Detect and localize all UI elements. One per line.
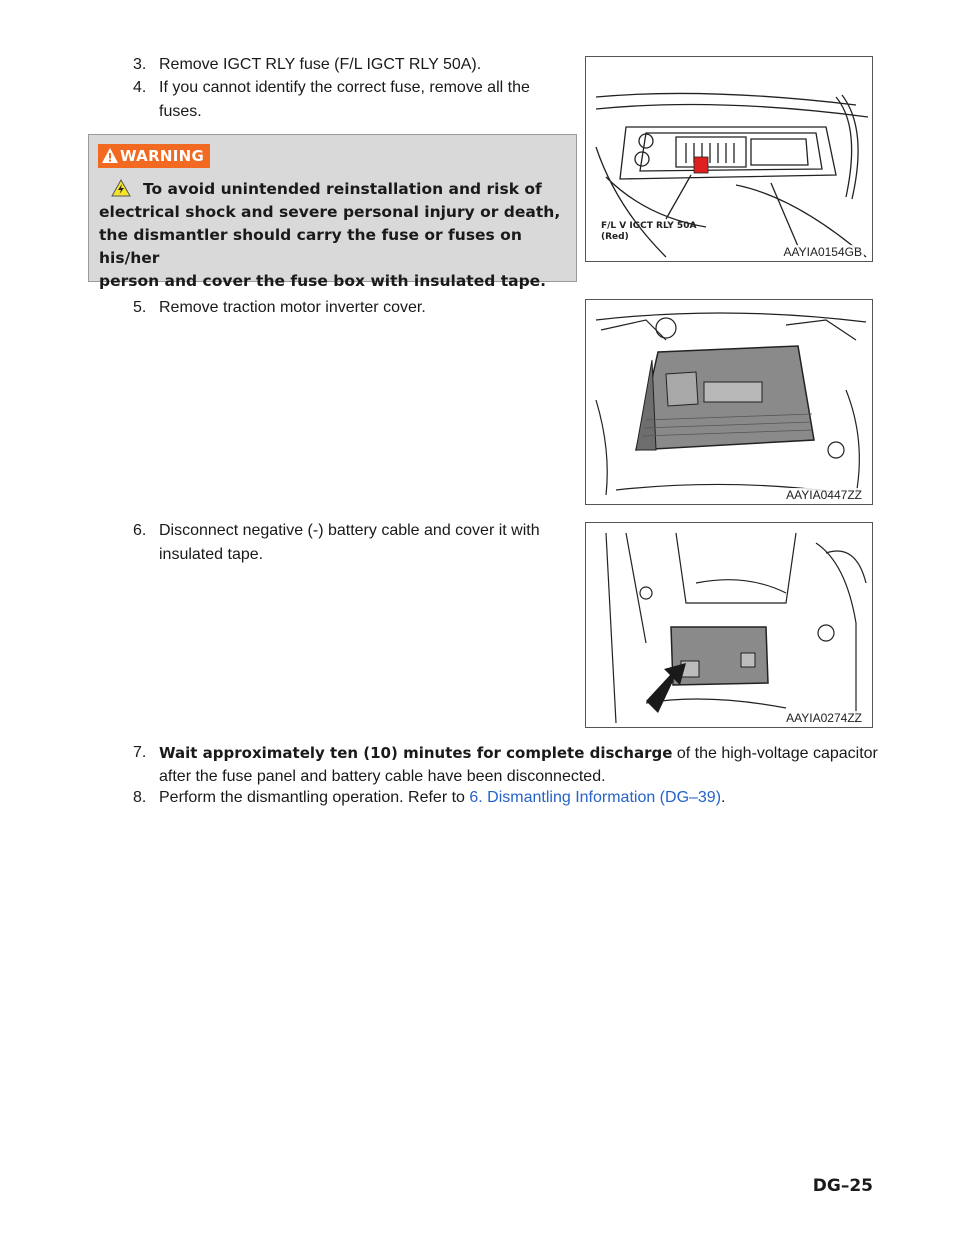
step-7 <box>133 741 878 789</box>
warning-line-1: To avoid unintended reinstallation and risk of <box>143 180 542 198</box>
battery-illustration <box>586 523 873 728</box>
step-number: 6. <box>133 522 147 539</box>
warning-badge <box>98 144 210 168</box>
figure-code: AAYIA0154GB <box>783 245 862 259</box>
step-text-after: . <box>721 789 726 806</box>
inverter-cover-illustration <box>586 300 873 505</box>
callout-line-2: (Red) <box>601 232 629 242</box>
high-voltage-icon <box>111 179 131 197</box>
step-rest-text: of the high-voltage capacitor <box>672 745 878 762</box>
warning-line-2: electrical shock and severe personal injury or death, <box>99 203 561 221</box>
warning-label: WARNING <box>120 147 205 165</box>
fuse-callout-label <box>601 221 696 243</box>
dismantling-info-link[interactable]: 6. Dismantling Information (DG–39) <box>469 789 722 806</box>
callout-line-1: F/L V IGCT RLY 50A <box>601 221 697 231</box>
figure-code: AAYIA0274ZZ <box>786 711 862 725</box>
figure-inverter-cover <box>585 299 873 505</box>
step-bold-text: Wait approximately ten (10) minutes for complete discharge <box>159 744 673 762</box>
step-text: Remove IGCT RLY fuse (F/L IGCT RLY 50A). <box>159 56 482 73</box>
step-text: Remove traction motor inverter cover. <box>159 299 426 316</box>
step-text-line1 <box>159 741 878 766</box>
figure-fuse-box <box>585 56 873 262</box>
step-text-line2: fuses. <box>159 103 202 120</box>
step-number: 3. <box>133 56 147 73</box>
arrow-icon <box>646 663 686 713</box>
step-text-line1: If you cannot identify the correct fuse, remove all the <box>159 79 530 96</box>
warning-triangle-icon <box>101 147 119 164</box>
step-4 <box>133 76 573 124</box>
warning-line-3: the dismantler should carry the fuse or fuses on his/her <box>99 226 522 267</box>
step-number: 7. <box>133 744 147 761</box>
step-text-line2: insulated tape. <box>159 546 264 563</box>
figure-code: AAYIA0447ZZ <box>786 488 862 502</box>
warning-text <box>99 178 571 293</box>
step-number: 5. <box>133 299 147 316</box>
step-text <box>159 786 725 810</box>
warning-box <box>88 134 577 290</box>
step-6 <box>133 519 573 567</box>
figure-battery-terminal <box>585 522 873 728</box>
step-text-lead: Perform the dismantling operation. Refer to <box>159 789 470 806</box>
warning-line-4: person and cover the fuse box with insulated tape. <box>99 272 547 290</box>
step-text-line1: Disconnect negative (-) battery cable and cover it with <box>159 522 540 539</box>
step-text-line2: after the fuse panel and battery cable have been disconnected. <box>159 768 606 785</box>
step-number: 8. <box>133 789 147 806</box>
page-number: DG–25 <box>812 1176 873 1196</box>
step-number: 4. <box>133 79 147 96</box>
